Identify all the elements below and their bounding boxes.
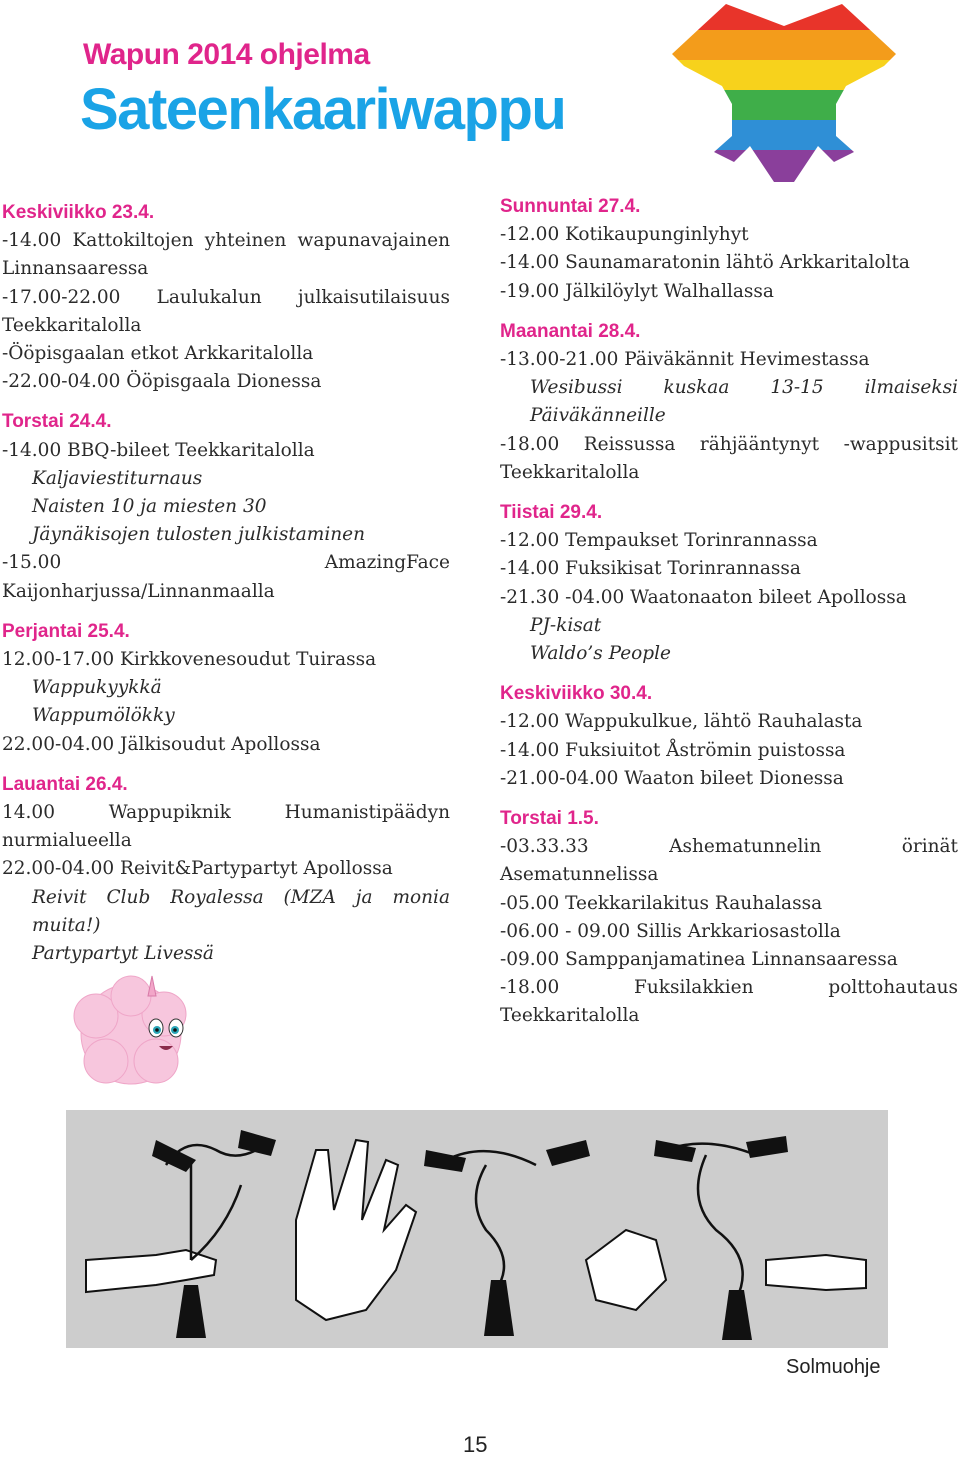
page-title: Sateenkaariwappu (80, 77, 566, 142)
day-heading: Keskiviikko 23.4. (2, 202, 155, 223)
day-heading: Tiistai 29.4. (500, 502, 603, 524)
event-item: -13.00-21.00 Päiväkännit Hevimestassa (500, 349, 870, 371)
event-item: -21.30 -04.00 Waatonaaton bileet Apollossa (500, 586, 907, 608)
event-item: -18.00 Reissussa rähjääntynyt -wappusitsit Teekkaritalolla (500, 433, 958, 483)
event-subitem: Wappumölökky (32, 705, 175, 727)
event-item: -03.33.33 Ashematunnelin örinät Asematunnelissa (500, 836, 958, 886)
event-item: -22.00-04.00 Ööpisgaala Dionessa (2, 371, 322, 393)
event-subitem: Wappukyykkä (32, 677, 162, 699)
diagram-caption: Solmuohje (786, 1356, 881, 1378)
pink-fluffy-pony-illustration (56, 966, 206, 1096)
knot-instructions-diagram (66, 1110, 888, 1348)
event-item: -09.00 Samppanjamatinea Linnansaaressa (500, 949, 898, 971)
event-subitem: Naisten 10 ja miesten 30 (32, 496, 267, 518)
event-item: -18.00 Fuksilakkien polttohautaus Teekkaritalolla (500, 977, 958, 1027)
event-item: 22.00-04.00 Reivit&Partypartyt Apollossa (2, 858, 393, 880)
event-subitem: Reivit Club Royalessa (MZA ja monia muita!) (32, 886, 450, 936)
day-heading: Keskiviikko 30.4. (500, 683, 653, 705)
day-heading: Lauantai 26.4. (2, 773, 128, 795)
event-subitem: Waldo’s People (530, 643, 671, 665)
day-heading: Torstai 1.5. (500, 808, 599, 830)
event-item: -12.00 Wappukulkue, lähtö Rauhalasta (500, 711, 863, 733)
event-item: -14.00 Fuksikisat Torinrannassa (500, 558, 801, 580)
program-right-column (500, 193, 958, 1031)
event-item: -12.00 Tempaukset Torinrannassa (500, 530, 818, 552)
day-heading: Torstai 24.4. (2, 411, 112, 433)
event-item: -12.00 Kotikaupunginlyhyt (500, 224, 749, 246)
event-item: -14.00 Kattokiltojen yhteinen wapunavajainen Linnansaaressa (2, 230, 450, 280)
event-item: -15.00 AmazingFace Kaijonharjussa/Linnanmaalla (2, 552, 450, 602)
event-item: -17.00-22.00 Laulukalun julkaisutilaisuus Teekkaritalolla (2, 286, 450, 336)
day-heading: Sunnuntai 27.4. (500, 196, 641, 217)
event-item: -19.00 Jälkilöylyt Walhallassa (500, 280, 774, 302)
event-item: -14.00 Fuksiuitot Åströmin puistossa (500, 739, 846, 761)
event-item: 12.00-17.00 Kirkkovenesoudut Tuirassa (2, 649, 377, 671)
event-item: -Ööpisgaalan etkot Arkkaritalolla (2, 343, 314, 365)
event-item: -21.00-04.00 Waaton bileet Dionessa (500, 767, 844, 789)
event-subitem: PJ-kisat (530, 614, 602, 636)
event-subitem: Partypartyt Livessä (32, 943, 214, 965)
program-kicker: Wapun 2014 ohjelma (83, 38, 370, 71)
event-subitem: Wesibussi kuskaa 13-15 ilmaiseksi Päiväkänneille (530, 377, 958, 427)
event-item: -05.00 Teekkarilakitus Rauhalassa (500, 892, 823, 914)
rainbow-logo (668, 0, 900, 182)
event-item: 22.00-04.00 Jälkisoudut Apollossa (2, 733, 321, 755)
event-subitem: Kaljaviestiturnaus (32, 467, 203, 489)
event-item: -14.00 Saunamaratonin lähtö Arkkaritalolta (500, 252, 910, 274)
event-item: -14.00 BBQ-bileet Teekkaritalolla (2, 439, 315, 461)
page-number: 15 (463, 1432, 488, 1457)
event-item: -06.00 - 09.00 Sillis Arkkariosastolla (500, 920, 841, 942)
program-left-column (2, 199, 450, 968)
day-heading: Maanantai 28.4. (500, 320, 641, 342)
event-subitem: Jäynäkisojen tulosten julkistaminen (32, 524, 366, 546)
day-heading: Perjantai 25.4. (2, 620, 130, 642)
event-item: 14.00 Wappupiknik Humanistipäädyn nurmialueella (2, 802, 450, 852)
